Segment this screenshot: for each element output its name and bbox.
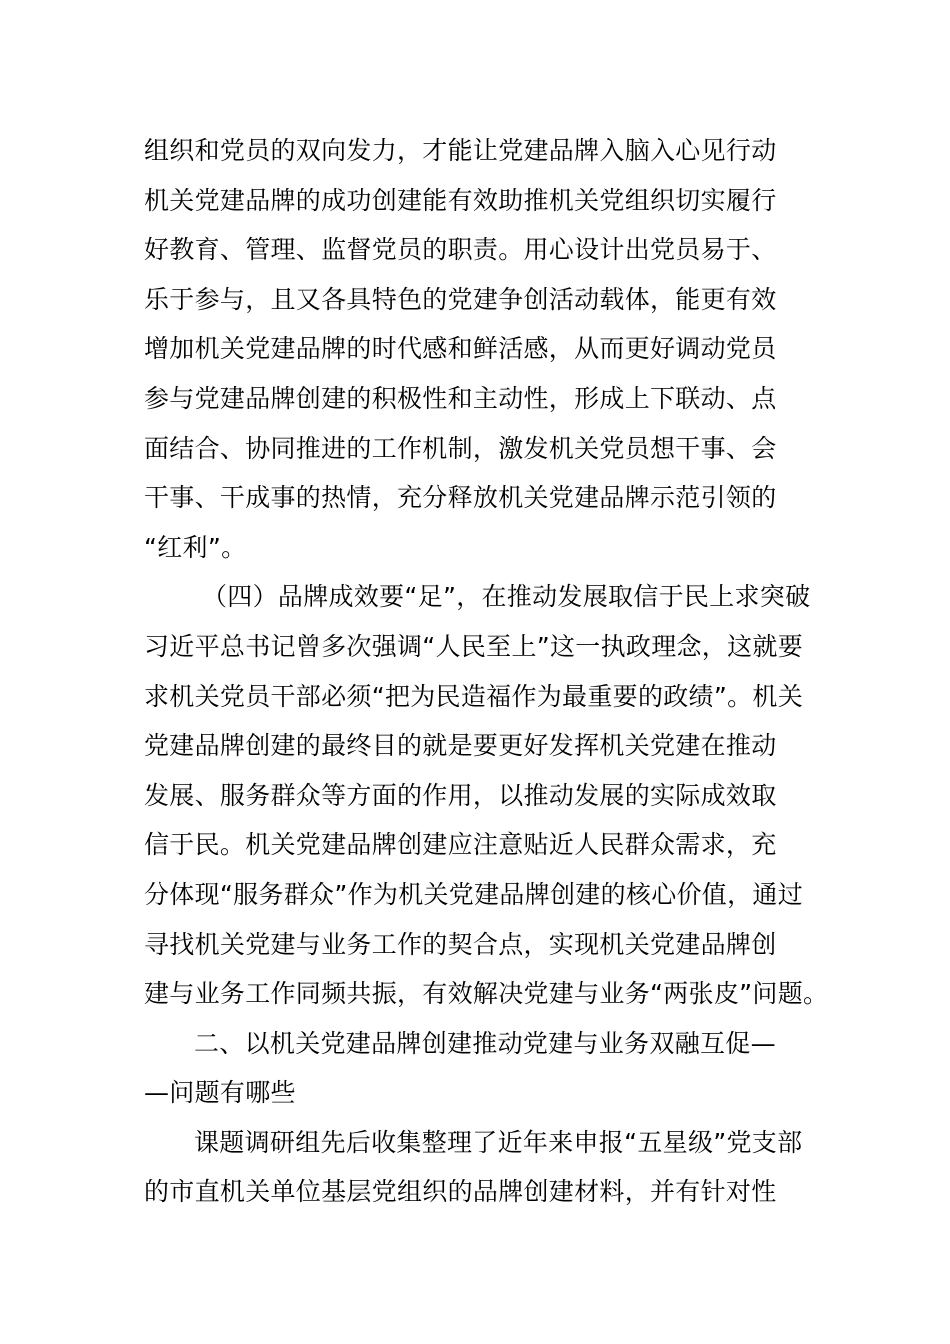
text-line-21: 课题调研组先后收集整理了近年来申报“五星级”党支部: [194, 1127, 803, 1157]
text-line-12: 求机关党员干部必须“把为民造福作为最重要的政绩”。机关: [144, 681, 804, 711]
text-line-13: 党建品牌创建的最终目的就是要更好发挥机关党建在推动: [144, 731, 777, 761]
section-heading-two: 二、以机关党建品牌创建推动党建与业务双融互促—: [194, 1028, 776, 1058]
text-line-5: 增加机关党建品牌的时代感和鲜活感，从而更好调动党员: [144, 334, 777, 364]
text-line-9: “红利”。: [144, 532, 247, 562]
section-heading-two-continued: —问题有哪些: [144, 1078, 296, 1108]
section-heading-four: （四）品牌成效要“足”，在推动发展取信于民上求突破: [202, 582, 811, 612]
text-line-6: 参与党建品牌创建的积极性和主动性，形成上下联动、点: [144, 383, 777, 413]
text-line-15: 信于民。机关党建品牌创建应注意贴近人民群众需求，充: [144, 830, 777, 860]
text-line-16: 分体现“服务群众”作为机关党建品牌创建的核心价值，通过: [144, 879, 804, 909]
text-line-11: 习近平总书记曾多次强调“人民至上”这一执政理念，这就要: [144, 631, 804, 661]
text-line-3: 好教育、管理、监督党员的职责。用心设计出党员易于、: [144, 235, 777, 265]
text-line-18: 建与业务工作同频共振，有效解决党建与业务“两张皮”问题。: [144, 979, 829, 1009]
text-line-7: 面结合、协同推进的工作机制，激发机关党员想干事、会: [144, 433, 777, 463]
text-line-22: 的市直机关单位基层党组织的品牌创建材料，并有针对性: [144, 1177, 777, 1207]
text-line-1: 组织和党员的双向发力，才能让党建品牌入脑入心见行动: [144, 136, 777, 165]
text-line-8: 干事、干成事的热情，充分释放机关党建品牌示范引领的: [144, 483, 777, 513]
text-line-2: 机关党建品牌的成功创建能有效助推机关党组织切实履行: [144, 185, 777, 215]
text-line-4: 乐于参与，且又各具特色的党建争创活动载体，能更有效: [144, 284, 777, 314]
document-body: [144, 126, 829, 1217]
text-line-17: 寻找机关党建与业务工作的契合点，实现机关党建品牌创: [144, 929, 777, 959]
text-line-14: 发展、服务群众等方面的作用，以推动发展的实际成效取: [144, 780, 777, 810]
